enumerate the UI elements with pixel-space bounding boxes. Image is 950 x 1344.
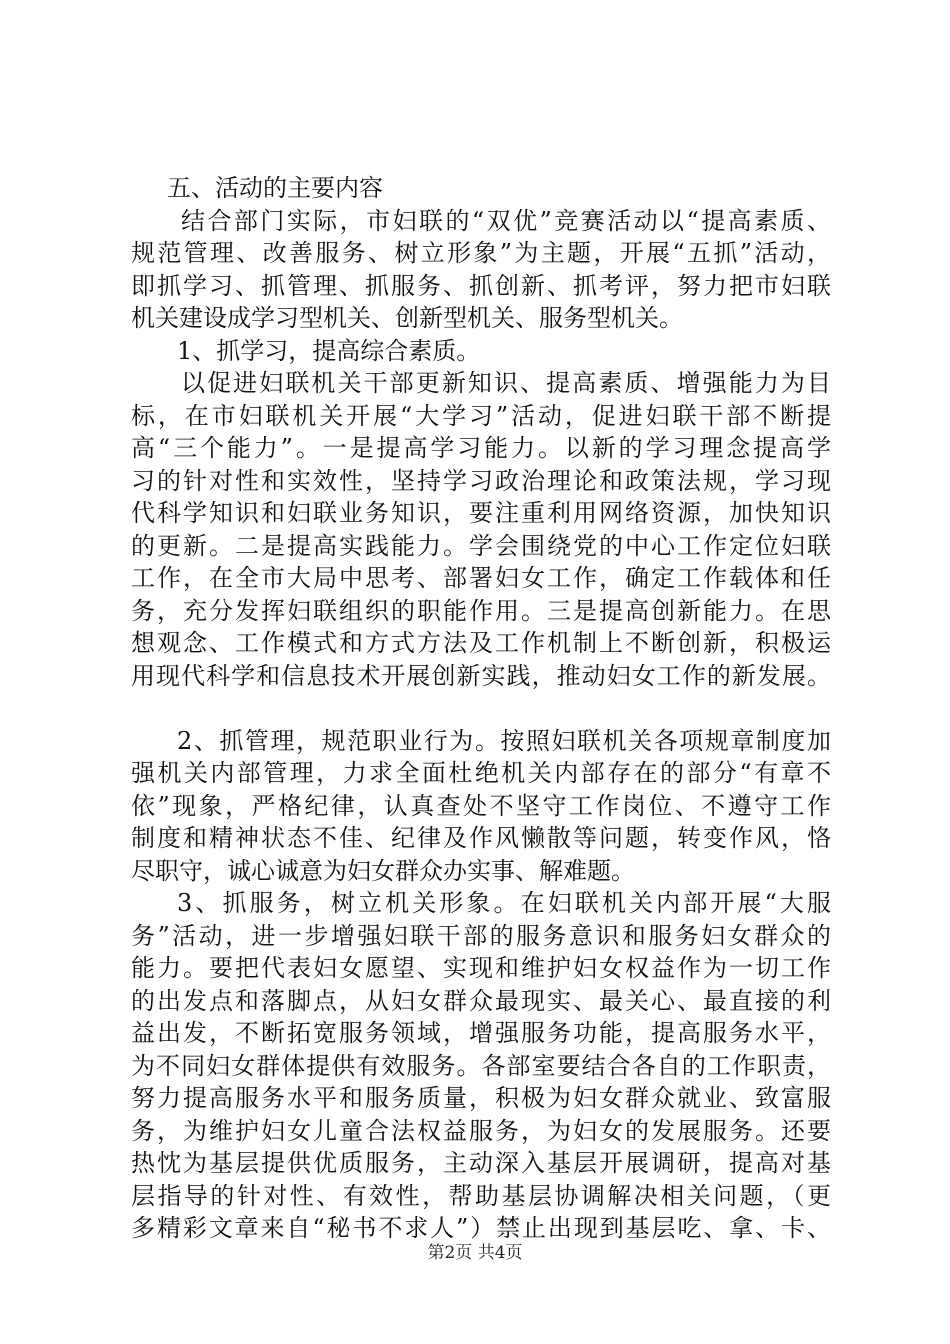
paragraph-line: 规范管理、改善服务、树立形象”为主题，开展“五抓”活动， [131,239,831,267]
paragraph-line: 即抓学习、抓管理、抓服务、抓创新、抓考评，努力把市妇联 [131,271,831,300]
document-body [131,172,831,1245]
paragraph-line: 依”现象，严格纪律，认真查处不坚守工作岗位、不遵守工作 [131,791,831,820]
paragraph-gap [131,692,831,725]
paragraph-line: 结合部门实际，市妇联的“双优”竞赛活动以“提高素质、 [181,206,831,235]
paragraph-line: 热忱为基层提供优质服务，主动深入基层开展调研，提高对基 [131,1149,831,1177]
paragraph-line: 多精彩文章来自“秘书不求人”）禁止出现到基层吃、拿、卡、 [131,1214,831,1242]
paragraph-line: 用现代科学和信息技术开展创新实践，推动妇女工作的新发展。 [131,661,831,690]
paragraph-line: 想观念、工作模式和方式方法及工作机制上不断创新，积极运 [131,629,831,657]
subheading: 1、抓学习，提高综合素质。 [177,336,481,365]
paragraph-line: 益出发，不断拓宽服务领域，增强服务功能，提高服务水平， [131,1019,831,1047]
paragraph-line: 务，充分发挥妇联组织的职能作用。三是提高创新能力。在思 [131,596,831,625]
paragraph-line: 习的针对性和实效性，坚持学习政治理论和政策法规，学习现 [131,466,831,495]
paragraph-line: 强机关内部管理，力求全面杜绝机关内部存在的部分“有章不 [131,759,831,787]
paragraph-line: 标，在市妇联机关开展“大学习”活动，促进妇联干部不断提 [131,401,831,430]
paragraph-line: 2、抓管理，规范职业行为。按照妇联机关各项规章制度加 [177,726,831,755]
paragraph-line: 务，为维护妇女儿童合法权益服务，为妇女的发展服务。还要 [131,1116,831,1145]
paragraph-line: 的更新。二是提高实践能力。学会围绕党的中心工作定位妇联 [131,531,831,560]
paragraph-line: 的出发点和落脚点，从妇女群众最现实、最关心、最直接的利 [131,986,831,1015]
paragraph-line: 代科学知识和妇联业务知识，要注重利用网络资源，加快知识 [131,499,831,527]
paragraph-line: 为不同妇女群体提供有效服务。各部室要结合各自的工作职责， [131,1051,831,1080]
paragraph-line: 尽职守，诚心诚意为妇女群众办实事、解难题。 [131,856,635,885]
page-footer: 第2页 共4页 [427,1243,523,1263]
paragraph-line: 机关建设成学习型机关、创新型机关、服务型机关。 [131,304,683,332]
paragraph-line: 3、抓服务，树立机关形象。在妇联机关内部开展“大服 [177,889,831,917]
paragraph-line: 高“三个能力”。一是提高学习能力。以新的学习理念提高学 [131,434,831,462]
paragraph-line: 务”活动，进一步增强妇联干部的服务意识和服务妇女群众的 [131,921,831,950]
paragraph-line: 制度和精神状态不佳、纪律及作风懒散等问题，转变作风，恪 [131,824,831,852]
paragraph-line: 能力。要把代表妇女愿望、实现和维护妇女权益作为一切工作 [131,954,831,982]
paragraph-line: 以促进妇联机关干部更新知识、提高素质、增强能力为目 [181,369,831,397]
paragraph-line: 努力提高服务水平和服务质量，积极为妇女群众就业、致富服 [131,1084,831,1112]
paragraph-line: 层指导的针对性、有效性，帮助基层协调解决相关问题，（更 [131,1181,831,1210]
section-heading: 五、活动的主要内容 [167,174,383,202]
paragraph-line: 工作，在全市大局中思考、部署妇女工作，确定工作载体和任 [131,564,831,592]
